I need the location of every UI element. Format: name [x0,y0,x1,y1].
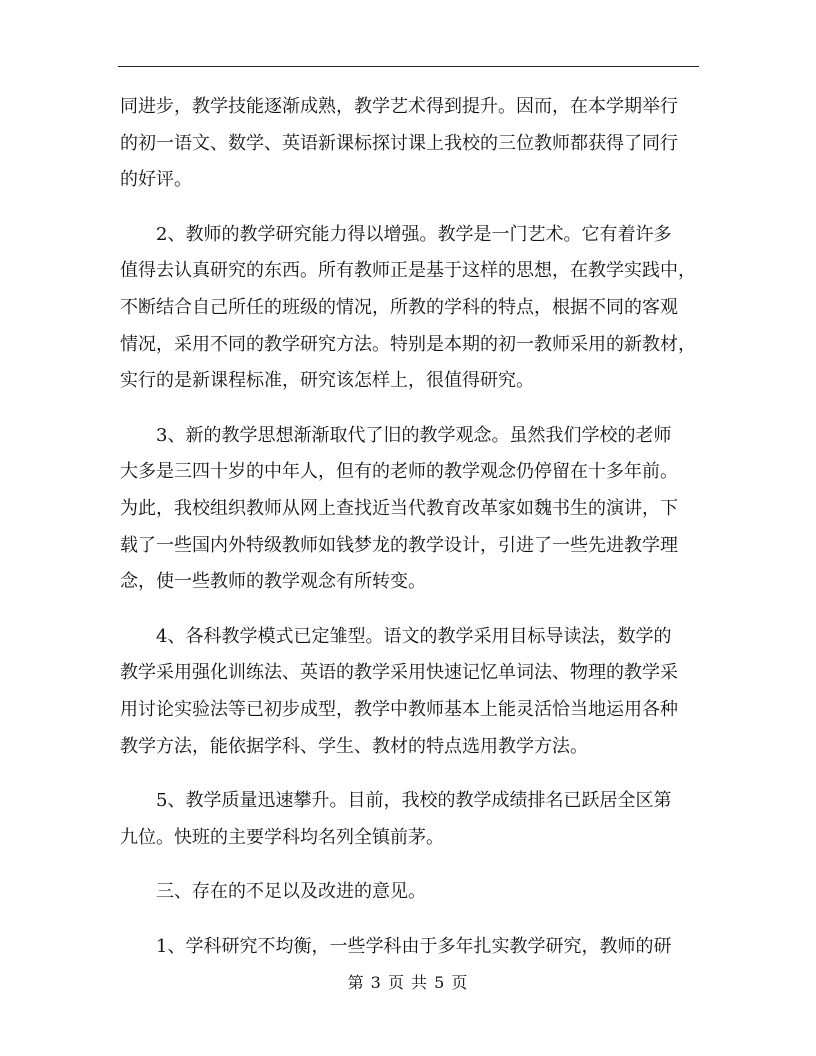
paragraph [120,619,696,765]
paragraph [120,217,696,400]
text-line: 3、新的教学思想渐渐取代了旧的教学观念。虽然我们学校的老师 [120,424,672,446]
paragraph [120,418,696,601]
text-line: 4、各科教学模式已定雏型。语文的教学采用目标导读法，数学的 [120,625,672,647]
text-line: 1、学科研究不均衡，一些学科由于多年扎实教学研究，教师的研 [120,935,672,957]
text-line: 教学采用强化训练法、英语的教学采用快速记忆单词法、物理的教学采 [120,662,678,684]
text-line: 2、教师的教学研究能力得以增强。教学是一门艺术。它有着许多 [120,223,672,245]
header-rule [118,66,699,67]
text-line: 教学方法，能依据学科、学生、教材的特点选用教学方法。 [120,735,588,757]
text-line: 情况，采用不同的教学研究方法。特别是本期的初一教师采用的新教材， [120,333,696,355]
text-line: 的好评。 [120,169,192,191]
paragraph [120,929,696,966]
text-line: 同进步，教学技能逐渐成熟，教学艺术得到提升。因而，在本学期举行 [120,96,678,117]
text-line: 为此，我校组织教师从网上查找近当代教育改革家如魏书生的演讲，下 [120,497,678,519]
paragraph [120,89,696,199]
text-line: 实行的是新课程标准，研究该怎样上，很值得研究。 [120,370,534,392]
page-number: 第 3 页 共 5 页 [347,973,469,992]
text-line: 的初一语文、数学、英语新课标探讨课上我校的三位教师都获得了同行 [120,132,678,154]
document-body [120,89,696,983]
text-line: 念，使一些教师的教学观念有所转变。 [120,571,426,593]
text-line: 大多是三四十岁的中年人，但有的老师的教学观念仍停留在十多年前。 [120,461,678,483]
text-line: 5、教学质量迅速攀升。目前，我校的教学成绩排名已跃居全区第 [120,790,672,812]
section-heading [120,874,696,911]
text-line: 九位。快班的主要学科均名列全镇前茅。 [120,826,444,848]
text-line: 值得去认真研究的东西。所有教师正是基于这样的思想，在教学实践中， [120,260,696,282]
text-line: 用讨论实验法等已初步成型，教学中教师基本上能灵活恰当地运用各种 [120,698,678,720]
text-line: 不断结合自己所任的班级的情况，所教的学科的特点，根据不同的客观 [120,296,678,318]
text-line: 载了一些国内外特级教师如钱梦龙的教学设计，引进了一些先进教学理 [120,534,678,556]
paragraph [120,783,696,856]
text-line: 三、存在的不足以及改进的意见。 [120,881,426,903]
